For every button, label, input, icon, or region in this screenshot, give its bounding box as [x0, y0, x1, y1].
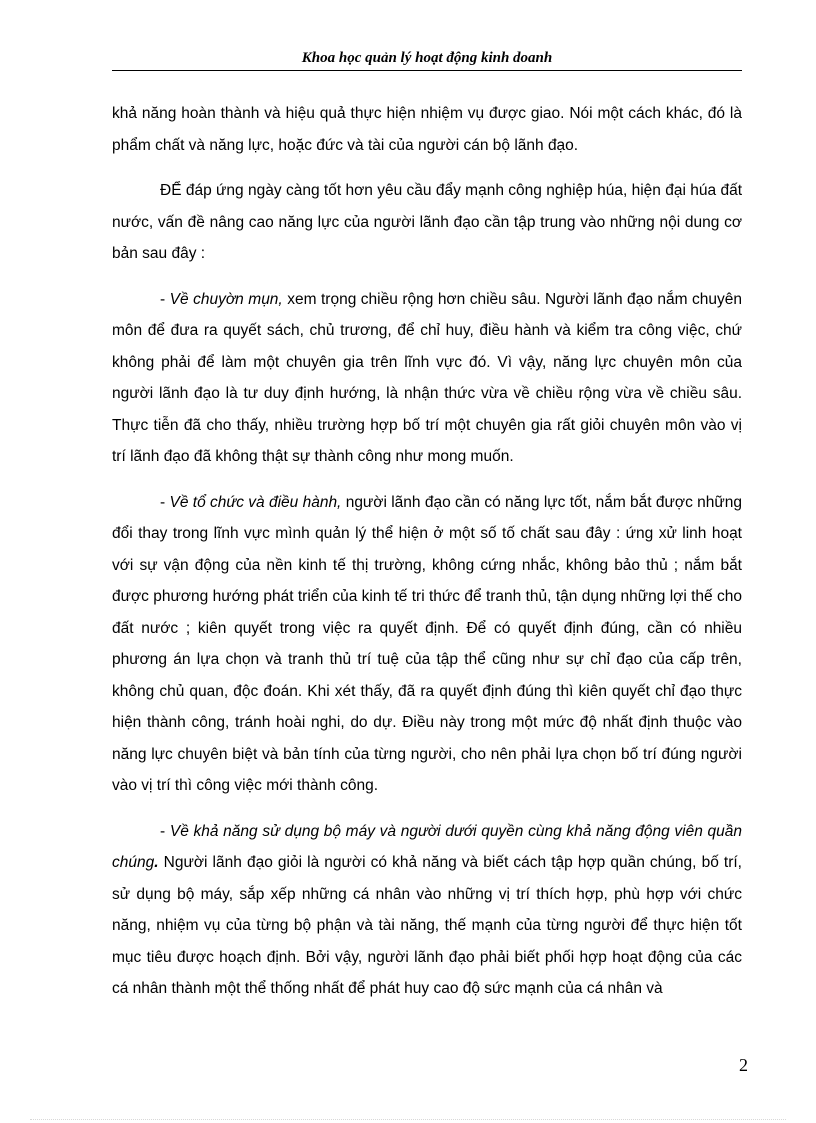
dash-4: -: [160, 493, 170, 511]
page-number: 2: [739, 1055, 748, 1075]
heading-chuyen-mon: Về chuyờn mụn,: [169, 290, 283, 308]
paragraph-2: ĐỂ đáp ứng ngày càng tốt hơn yêu cầu đẩy mạnh công nghiệp húa, hiện đại húa đất nước, vấn đề nâng cao năng lực của người lãnh đạo cần tập trung vào những nội dung cơ bản sau đây :: [112, 182, 742, 262]
paragraph-3-text: xem trọng chiều rộng hơn chiều sâu. Người lãnh đạo nắm chuyên môn để đưa ra quyết sách, chủ trương, để chỉ huy, điều hành và kiểm tra công việc, chứ không phải để làm một chuyên gia trên lĩnh vực đó. Vì vậy, năng lực chuyên môn của người lãnh đạo là tư duy định hướng, là nhận thức vừa về chiều rộng vừa về chiều sâu. Thực tiễn đã cho thấy, nhiều trường hợp bố trí một chuyên gia rất giỏi chuyên môn vào vị trí lãnh đạo đã không thật sự thành công như mong muốn.: [112, 290, 742, 465]
heading-kha-nang: Về khả năng sử dụng bộ máy và người dưới quyền cùng khả năng động viên quần chúng: [112, 822, 743, 871]
paragraph-3: [112, 284, 742, 473]
header-title: Khoa học quản lý hoạt động kinh doanh: [301, 50, 553, 66]
page-header: [112, 50, 742, 71]
dash-5: -: [160, 822, 170, 840]
paragraph-5-text: Người lãnh đạo giỏi là người có khả năng và biết cách tập hợp quần chúng, bố trí, sử dụng bộ máy, sắp xếp những cá nhân vào những vị trí thích hợp, phù hợp với chức năng, nhiệm vụ của từng bộ phận và tài năng, thế mạnh của từng người để thực hiện tốt mục tiêu được hoạch định. Bởi vậy, người lãnh đạo phải biết phối hợp hoạt động của các cá nhân thành một thể thống nhất để phát huy cao độ sức mạnh của cá nhân và: [112, 854, 742, 997]
heading-dot: .: [154, 854, 159, 871]
paragraph-5: [112, 816, 742, 1005]
paragraph-4: [112, 487, 742, 802]
document-body: [112, 98, 742, 1019]
paragraph-1: khả năng hoàn thành và hiệu quả thực hiện nhiệm vụ được giao. Nói một cách khác, đó là phẩm chất và năng lực, hoặc đức và tài của người cán bộ lãnh đạo.: [112, 105, 742, 154]
page-bottom-border: [30, 1119, 786, 1120]
dash-3: -: [160, 290, 170, 308]
paragraph-4-text: người lãnh đạo cần có năng lực tốt, nắm bắt được những đổi thay trong lĩnh vực mình quản lý thể hiện ở một số tố chất sau đây : ứng xử linh hoạt với sự vận động của nền kinh tế thị trường, không cứng nhắc, không bảo thủ ; nắm bắt được phương hướng phát triển của kinh tế tri thức để tranh thủ, tận dụng những lợi thế cho đất nước ; kiên quyết trong việc ra quyết định. Để có quyết định đúng, cần có nhiều phương án lựa chọn và tranh thủ trí tuệ của tập thể cũng như sự chỉ đạo của cấp trên, không chủ quan, độc đoán. Khi xét thấy, đã ra quyết định đúng thì kiên quyết chỉ đạo thực hiện thành công, tránh hoài nghi, do dự. Điều này trong một mức độ nhất định thuộc vào năng lực chuyên biệt và bản tính của từng người, cho nên phải lựa chọn bố trí đúng người vào vị trí thì công việc mới thành công.: [112, 493, 742, 794]
heading-to-chuc: Về tổ chức và điều hành,: [169, 493, 342, 511]
